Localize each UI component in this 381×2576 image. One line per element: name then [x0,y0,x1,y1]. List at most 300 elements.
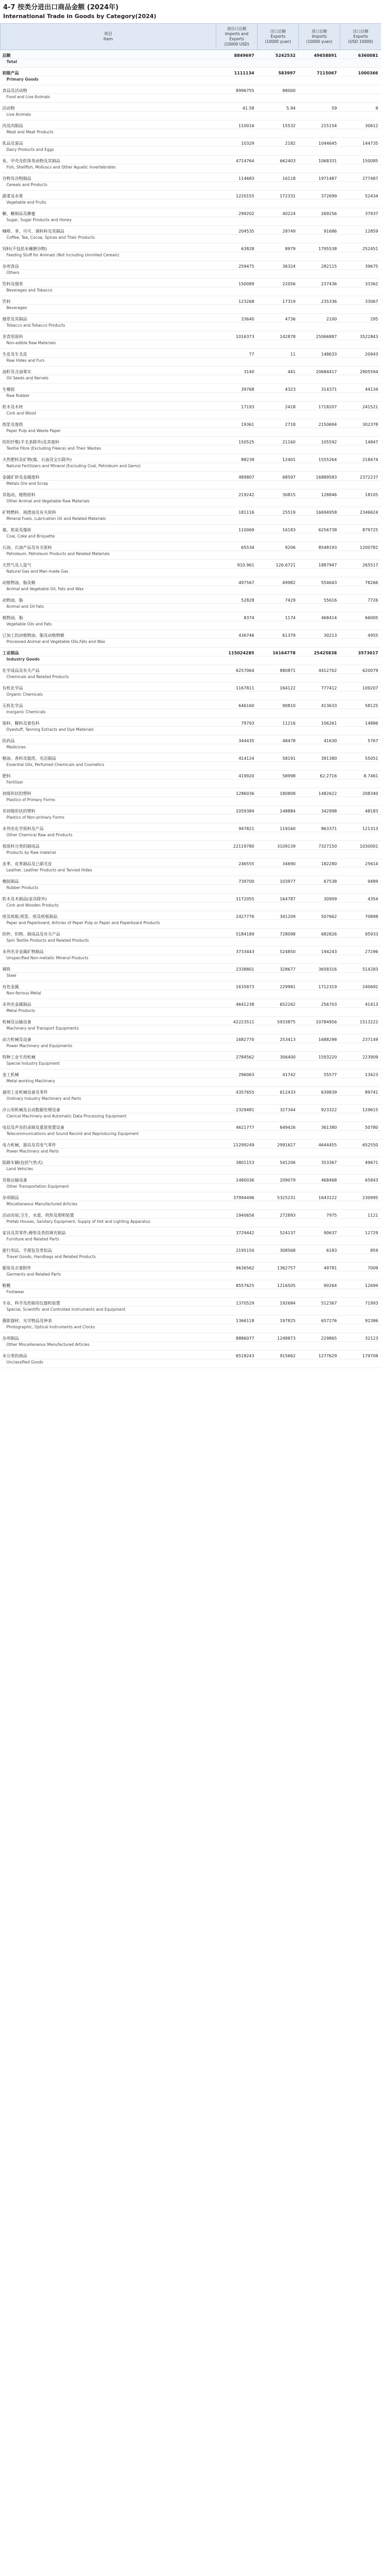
cell-empty [340,59,381,68]
row-label-en: Petroleum, Petroleum Products and Related Materials [1,551,216,560]
cell-empty [258,1342,299,1351]
cell-empty [340,797,381,806]
table-row-en [1,1271,381,1280]
cell-empty [258,358,299,366]
table-row [1,68,381,76]
row-label-en: Vegetable and Fruits [1,200,216,208]
table-row-en [1,692,381,700]
cell-value: 142878 [258,331,299,340]
cell-empty [299,1236,340,1245]
table-row-en [1,1008,381,1017]
row-label-zh: 天然气及人造气 [1,560,216,569]
row-label-en: Coffee, Tea, Cocoa, Spices and Their Products [1,235,216,243]
cell-value: 115024285 [216,648,258,656]
cell-empty [340,481,381,489]
table-row-en [1,270,381,279]
cell-empty [216,1201,258,1210]
cell-value: 8849697 [216,50,258,59]
cell-value: 361380 [299,1122,340,1131]
row-label-zh: 旅行用品、手提包及类似品 [1,1245,216,1254]
cell-empty [299,674,340,683]
row-label-zh: 化学成品及有关产品 [1,665,216,674]
cell-value: 44134 [340,384,381,393]
cell-value: 20684417 [299,366,340,375]
cell-value: 1366118 [216,1315,258,1324]
cell-value: 16889583 [299,472,340,481]
cell-value: 3801153 [216,1157,258,1166]
cell-empty [258,586,299,595]
cell-empty [258,1008,299,1017]
cell-empty [299,235,340,243]
cell-value: 3733443 [216,946,258,955]
cell-value: 119160 [258,823,299,832]
table-row [1,964,381,973]
cell-empty [340,516,381,525]
cell-value: 30612 [340,120,381,129]
row-label-en: Animal and Oil Fats [1,604,216,612]
row-label-zh: 糖、糖制品及蜂蜜 [1,208,216,217]
table-row-en [1,481,381,489]
cell-value: 180808 [258,788,299,797]
table-row [1,841,381,850]
table-row-en [1,182,381,191]
row-label-zh: 初级形状的塑料 [1,788,216,797]
cell-value: 1971487 [299,173,340,182]
cell-empty [340,639,381,648]
cell-value: 646160 [216,700,258,709]
table-row-en [1,1236,381,1245]
row-label-zh: 无机化学品 [1,700,216,709]
row-label-zh: 杂项食品 [1,261,216,270]
table-row-en [1,1061,381,1069]
cell-empty [216,1271,258,1280]
cell-empty [258,1271,299,1280]
cell-value: 65534 [216,542,258,551]
table-row-en [1,59,381,68]
table-row-en [1,393,381,402]
table-row-en [1,1324,381,1333]
table-row [1,1192,381,1201]
header-en: Imports [312,34,327,39]
cell-value: 1167811 [216,683,258,692]
cell-empty [216,779,258,788]
cell-empty [258,832,299,841]
cell-value: 9489 [340,876,381,885]
row-label-en: Travel Goods, Handbags and Related Products [1,1254,216,1263]
row-label-zh: 肉及肉制品 [1,120,216,129]
cell-empty [299,182,340,191]
cell-empty [258,1148,299,1157]
cell-value: 910.961 [216,560,258,569]
cell-value: 5325231 [258,1192,299,1201]
header-en: Imports and Exports [225,32,249,41]
cell-value: 25614 [340,858,381,867]
cell-empty [299,867,340,876]
row-label-zh: 有色金属 [1,982,216,990]
cell-empty [340,938,381,946]
table-row [1,525,381,533]
row-label-zh: 生橡胶 [1,384,216,393]
row-label-zh: 未分类的商品 [1,1351,216,1359]
header-unit: (10000 yuan) [265,39,291,44]
cell-empty [299,1131,340,1140]
table-row-en [1,129,381,138]
row-label-zh: 金工机械 [1,1069,216,1078]
cell-empty [340,762,381,771]
table-row [1,191,381,200]
cell-empty [340,182,381,191]
cell-empty [216,762,258,771]
cell-value: 1277629 [299,1351,340,1359]
cell-value: 1044645 [299,138,340,147]
cell-empty [216,340,258,349]
cell-value: 235336 [299,296,340,305]
row-label-en: Prefab Houses, Sanitary Equipment, Supply of Hot and Lighting Apparatus [1,1219,216,1228]
cell-value: 110016 [216,120,258,129]
table-row-en [1,779,381,788]
cell-empty [340,428,381,437]
table-row-en [1,744,381,753]
cell-value: 1712319 [299,982,340,990]
cell-empty [340,885,381,894]
cell-value: 2427776 [216,911,258,920]
cell-empty [216,1324,258,1333]
cell-empty [216,358,258,366]
row-label-zh: 家具及其零件;褥垫及类似填充制品 [1,1228,216,1236]
row-label-en: Organic Chemicals [1,692,216,700]
row-label-en: Other Animal and Vegetable Raw Materials [1,498,216,507]
cell-empty [258,797,299,806]
cell-value: 164787 [258,894,299,902]
header-zh: 出口总额 [353,29,369,34]
cell-value: 1887947 [299,560,340,569]
row-label-en: Oil Seeds and Kernels [1,375,216,384]
row-label-en: Metal working Machinery [1,1078,216,1087]
cell-empty [216,815,258,823]
cell-empty [258,375,299,384]
cell-empty [299,569,340,577]
cell-value: 6256738 [299,525,340,533]
row-label-en: Sugar, Sugar Products and Honey [1,217,216,226]
row-label-en: Machinery and Transport Equipments [1,1025,216,1034]
row-label-zh: 鱼、甲壳及软体类动物及其制品 [1,156,216,164]
cell-empty [216,516,258,525]
cell-empty [216,393,258,402]
cell-empty [299,1148,340,1157]
cell-empty [340,112,381,120]
cell-empty [216,674,258,683]
row-label-en: Furniture and Related Parts [1,1236,216,1245]
cell-value: 58998 [258,771,299,779]
table-row-en [1,1307,381,1315]
cell-empty [216,656,258,665]
cell-value: 8.7461 [340,771,381,779]
cell-empty [216,410,258,419]
cell-empty [340,340,381,349]
cell-empty [299,1307,340,1315]
cell-empty [258,779,299,788]
table-row [1,718,381,727]
cell-value: 8548193 [299,542,340,551]
cell-empty [258,498,299,507]
cell-value: 128846 [299,489,340,498]
table-row [1,1087,381,1096]
cell-value: 21160 [258,437,299,446]
header-en: Exports [271,34,285,39]
cell-empty [216,1078,258,1087]
cell-empty [340,129,381,138]
cell-empty [258,94,299,103]
row-label-en: Paper and Paperboard, Articles of Paper Pulp or Paper and Paperboard Products [1,920,216,929]
row-label-en: Fish, Shellfish, Molluscs and Other Aquatic Invertebrates [1,164,216,173]
cell-empty [216,1131,258,1140]
cell-value: 8979 [258,243,299,252]
row-label-zh: 活动物 [1,103,216,112]
row-label-zh: 电信及声音的录制及重放装置设备 [1,1122,216,1131]
cell-empty [216,76,258,85]
table-row [1,1157,381,1166]
cell-value: 1795538 [299,243,340,252]
cell-value: 49671 [340,1157,381,1166]
cell-empty [258,639,299,648]
cell-empty [299,815,340,823]
cell-value: 204535 [216,226,258,235]
cell-value: 69982 [258,577,299,586]
cell-value: 1718207 [299,402,340,410]
table-row-en [1,569,381,577]
row-label-en: Telecommunications and Sound Record and Reproducing Equipment [1,1131,216,1140]
cell-empty [340,1096,381,1105]
cell-empty [216,164,258,173]
cell-empty [299,200,340,208]
cell-value: 37994496 [216,1192,258,1201]
cell-value: 1286036 [216,788,258,797]
cell-empty [340,270,381,279]
row-label-en: Natural Fertilizers and Mineral (Excluding Coal, Petroleum and Gems) [1,463,216,472]
row-label-zh: 电力机械、器具及其电气零件 [1,1140,216,1148]
row-label-en: Coal, Coke and Briquette [1,533,216,542]
table-row-en [1,973,381,982]
header-zh: 进出口总额 [227,26,247,31]
cell-value: 215154 [299,120,340,129]
row-label-zh: 皮革、皮革制品及已硝毛皮 [1,858,216,867]
cell-value: 915662 [258,1351,299,1359]
row-label-en: Total [1,59,216,68]
cell-value: 32123 [340,1333,381,1342]
cell-empty [299,1061,340,1069]
cell-value: 208340 [340,788,381,797]
cell-empty [299,305,340,314]
cell-empty [258,200,299,208]
table-row [1,595,381,604]
cell-empty [216,252,258,261]
cell-empty [216,1219,258,1228]
table-row [1,771,381,779]
row-label-en: Garments and Related Parts [1,1271,216,1280]
table-row-en [1,551,381,560]
cell-value: 172331 [258,191,299,200]
cell-value: 246555 [216,858,258,867]
cell-value: 372699 [299,191,340,200]
row-label-en: Cereals and Products [1,182,216,191]
cell-value: 79793 [216,718,258,727]
cell-empty [299,1271,340,1280]
cell-value: 11216 [258,718,299,727]
cell-value: 1682770 [216,1034,258,1043]
cell-value: 5184189 [216,929,258,938]
cell-empty [258,1359,299,1368]
table-row-en [1,305,381,314]
cell-empty [216,1254,258,1263]
row-label-zh: 未列名金属制品 [1,999,216,1008]
cell-value: 123268 [216,296,258,305]
cell-empty [340,1219,381,1228]
cell-empty [340,832,381,841]
cell-empty [258,270,299,279]
table-row [1,419,381,428]
cell-value: 1000366 [340,68,381,76]
cell-value: 114683 [216,173,258,182]
cell-empty [216,481,258,489]
cell-value: 302378 [340,419,381,428]
cell-empty [340,410,381,419]
row-label-zh: 染料、鞣料及着色料 [1,718,216,727]
cell-value: 12694 [340,1280,381,1289]
table-row [1,85,381,94]
row-label-zh: 通用工业机械设备及零件 [1,1087,216,1096]
cell-value: 52434 [340,191,381,200]
cell-value: 859 [340,1245,381,1254]
cell-empty [216,1113,258,1122]
cell-value: 507662 [299,911,340,920]
cell-value: 91686 [299,226,340,235]
row-label-en: Unclassified Goods [1,1359,216,1368]
row-label-zh: 金属矿砂及金属废料 [1,472,216,481]
cell-empty [299,1219,340,1228]
row-label-zh: 按原料分类的制成品 [1,841,216,850]
cell-empty [299,779,340,788]
cell-empty [299,990,340,999]
row-label-en: Plastics of Primary Forms [1,797,216,806]
cell-value: 1555264 [299,454,340,463]
cell-value: 14847 [340,437,381,446]
cell-empty [216,59,258,68]
cell-value: 90264 [299,1280,340,1289]
cell-value: 90810 [258,700,299,709]
cell-value [299,85,340,94]
cell-empty [258,1113,299,1122]
cell-empty [216,446,258,454]
cell-empty [258,323,299,331]
header-unit: (10000 yuan) [306,39,332,44]
row-label-zh: 纺织纤维(羊毛条除外)及其废料 [1,437,216,446]
row-label-en: Feeding Stuff for Animals (Not Including Unmilled Cereals) [1,252,216,261]
cell-value: 327344 [258,1105,299,1113]
cell-value: 1370529 [216,1298,258,1307]
cell-value: 391380 [299,753,340,762]
cell-value: 436746 [216,630,258,639]
cell-value: 110069 [216,525,258,533]
cell-empty [258,410,299,419]
cell-value: 256703 [299,999,340,1008]
cell-value: 3573017 [340,648,381,656]
table-row-en [1,463,381,472]
cell-value: 6183 [299,1245,340,1254]
cell-empty [216,1061,258,1069]
table-row [1,156,381,164]
cell-empty [340,1061,381,1069]
row-label-en: Clerical Machinery and Automatic Data Processing Equipment [1,1113,216,1122]
cell-empty [299,129,340,138]
cell-value: 341209 [258,911,299,920]
table-row-en [1,955,381,964]
row-label-en: Steel [1,973,216,982]
cell-value: 1513222 [340,1017,381,1025]
cell-empty [299,1025,340,1034]
row-label-zh: 摄影器材、光学物品及钟表 [1,1315,216,1324]
cell-value: 7115067 [299,68,340,76]
header-item-en: Item [103,37,113,41]
table-row [1,507,381,516]
table-row [1,1069,381,1078]
cell-empty [216,1236,258,1245]
cell-value: 55577 [299,1069,340,1078]
cell-empty [216,604,258,612]
cell-empty [299,1078,340,1087]
cell-empty [216,1289,258,1298]
cell-value: 150089 [216,279,258,287]
table-row [1,261,381,270]
cell-empty [299,358,340,366]
cell-value: 612433 [258,1087,299,1096]
table-row-en [1,1043,381,1052]
cell-empty [299,1008,340,1017]
table-row [1,173,381,182]
cell-value: 237436 [299,279,340,287]
cell-value: 308568 [258,1245,299,1254]
cell-empty [340,1271,381,1280]
cell-empty [340,621,381,630]
cell-value: 77 [216,349,258,358]
cell-value: 4641238 [216,999,258,1008]
cell-value: 50780 [340,1122,381,1131]
table-row [1,683,381,692]
cell-empty [340,287,381,296]
cell-empty [340,990,381,999]
table-row-en [1,1289,381,1298]
cell-empty [340,1166,381,1175]
table-row [1,489,381,498]
row-label-zh: 杂项制品 [1,1333,216,1342]
cell-value: 2718 [258,419,299,428]
row-label-en: Photographic, Optical Instruments and Clocks [1,1324,216,1333]
cell-empty [340,358,381,366]
cell-empty [258,1201,299,1210]
table-row-en [1,639,381,648]
cell-value: 880871 [258,665,299,674]
table-row-en [1,235,381,243]
header-unit: (USD 10000) [348,39,373,44]
cell-empty [299,1342,340,1351]
cell-empty [258,1078,299,1087]
table-row-en [1,709,381,718]
cell-value: 65843 [340,1175,381,1184]
cell-value: 6257064 [216,665,258,674]
cell-empty [216,920,258,929]
cell-value: 314371 [299,384,340,393]
cell-empty [258,1219,299,1228]
table-row-en [1,287,381,296]
